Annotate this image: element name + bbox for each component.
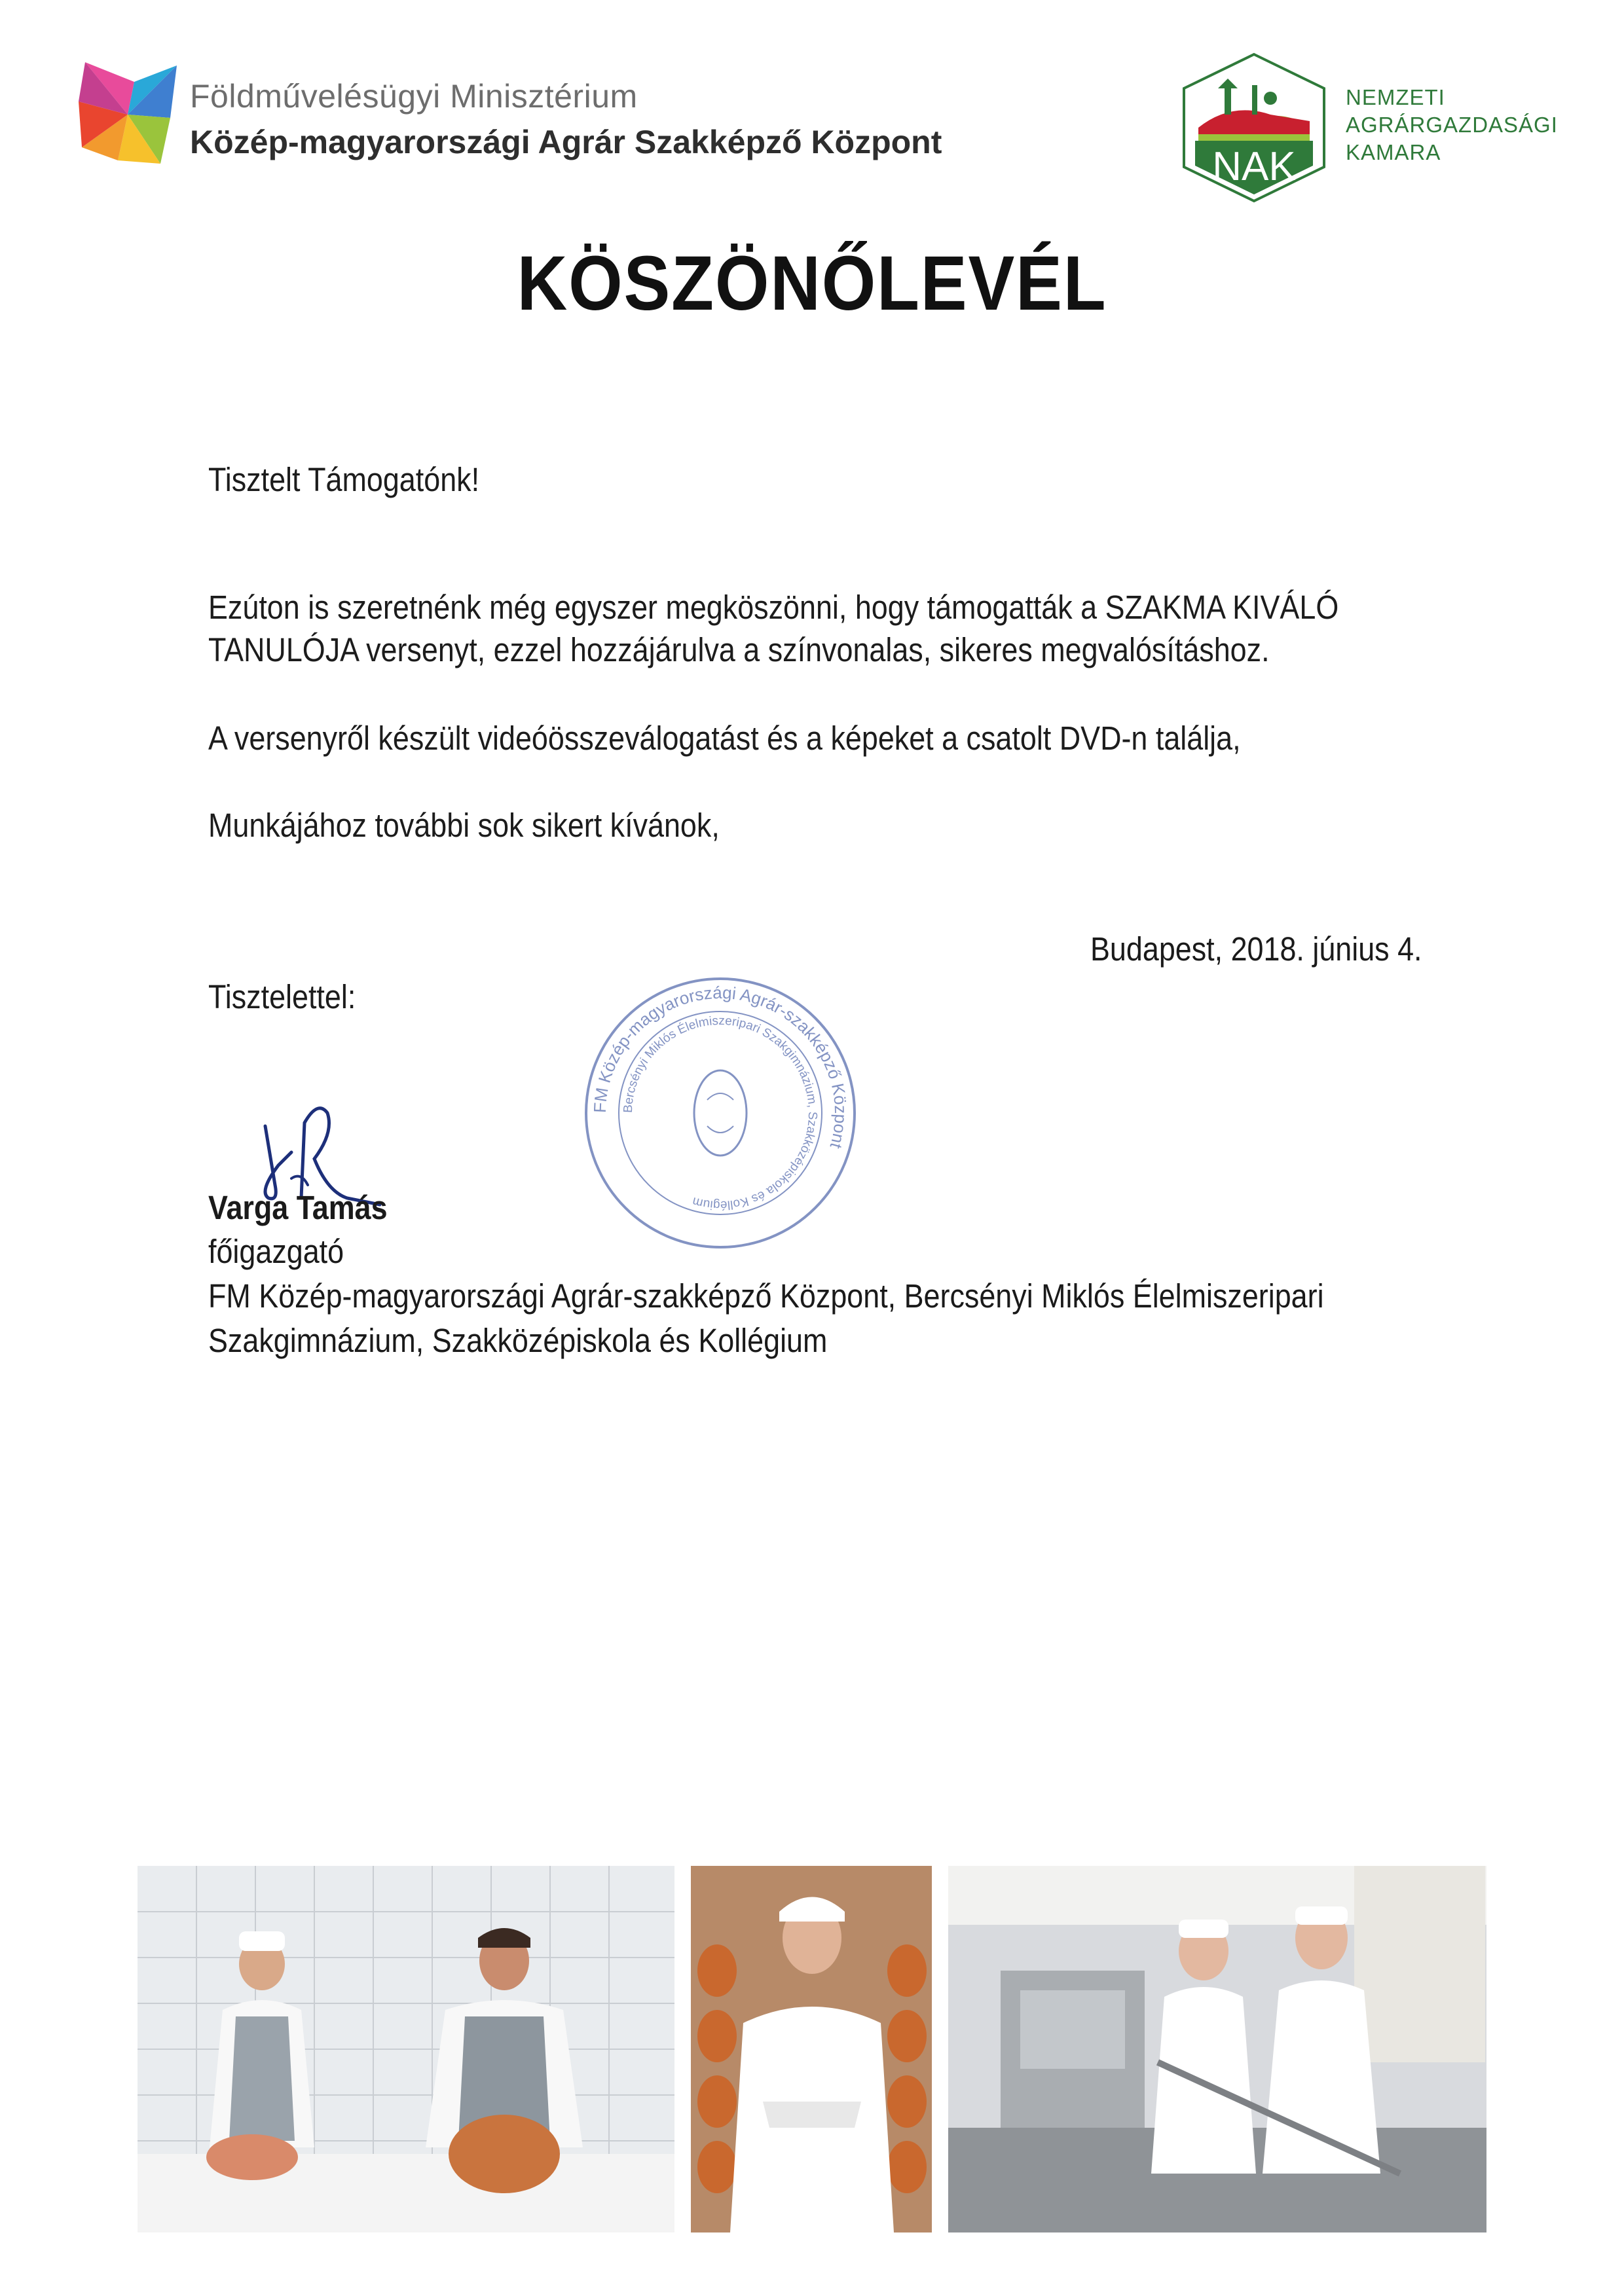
nak-line-1: NEMZETI	[1346, 85, 1445, 109]
signer-org-line-1: FM Közép-magyarországi Agrár-szakképző Központ, Bercsényi Miklós Élelmiszeripari	[208, 1277, 1324, 1315]
salutation: Tisztelt Támogatónk!	[208, 461, 480, 498]
ministry-name: Földművelésügyi Minisztérium	[190, 78, 638, 115]
ministry-logo	[72, 56, 183, 173]
signer-org-line-2: Szakgimnázium, Szakközépiskola és Kollégium	[208, 1322, 828, 1359]
letter-title: KÖSZÖNŐLEVÉL	[517, 240, 1107, 327]
stamp-outer-text: FM Közép-magyarországi Agrár-szakképző Központ	[589, 982, 851, 1151]
body-line-1: Ezúton is szeretnénk még egyszer megköszönni, hogy támogatták a SZAKMA KIVÁLÓ	[208, 589, 1339, 626]
center-name: Közép-magyarországi Agrár Szakképző Központ	[190, 124, 942, 160]
nak-line-2: AGRÁRGAZDASÁGI	[1346, 113, 1558, 137]
date: Budapest, 2018. június 4.	[1090, 930, 1422, 968]
official-stamp	[576, 969, 864, 1257]
signer-name: Varga Tamás	[208, 1189, 388, 1226]
closing: Tisztelettel:	[208, 978, 356, 1015]
dvd-line: A versenyről készült videóösszeválogatást és a képeket a csatolt DVD-n találja,	[208, 720, 1241, 757]
svg-text:Bercsényi Miklós Élelmiszeripa	[621, 1014, 819, 1212]
photo-students-at-slicer	[948, 1866, 1486, 2232]
photo-student-smokehouse	[691, 1866, 932, 2232]
wish-line: Munkájához további sok sikert kívánok,	[208, 807, 720, 844]
photo-butchers-at-table	[138, 1866, 674, 2232]
nak-logo	[1179, 49, 1329, 206]
stamp-inner-text: Bercsényi Miklós Élelmiszeripari Szakgimnázium, Szakközépiskola és Kollégium	[621, 1013, 820, 1212]
nak-logo-text: NAK	[1212, 144, 1296, 189]
body-line-2: TANULÓJA versenyt, ezzel hozzájárulva a színvonalas, sikeres megvalósításhoz.	[208, 631, 1270, 668]
signer-title: főigazgató	[208, 1233, 344, 1270]
nak-line-3: KAMARA	[1346, 140, 1441, 164]
